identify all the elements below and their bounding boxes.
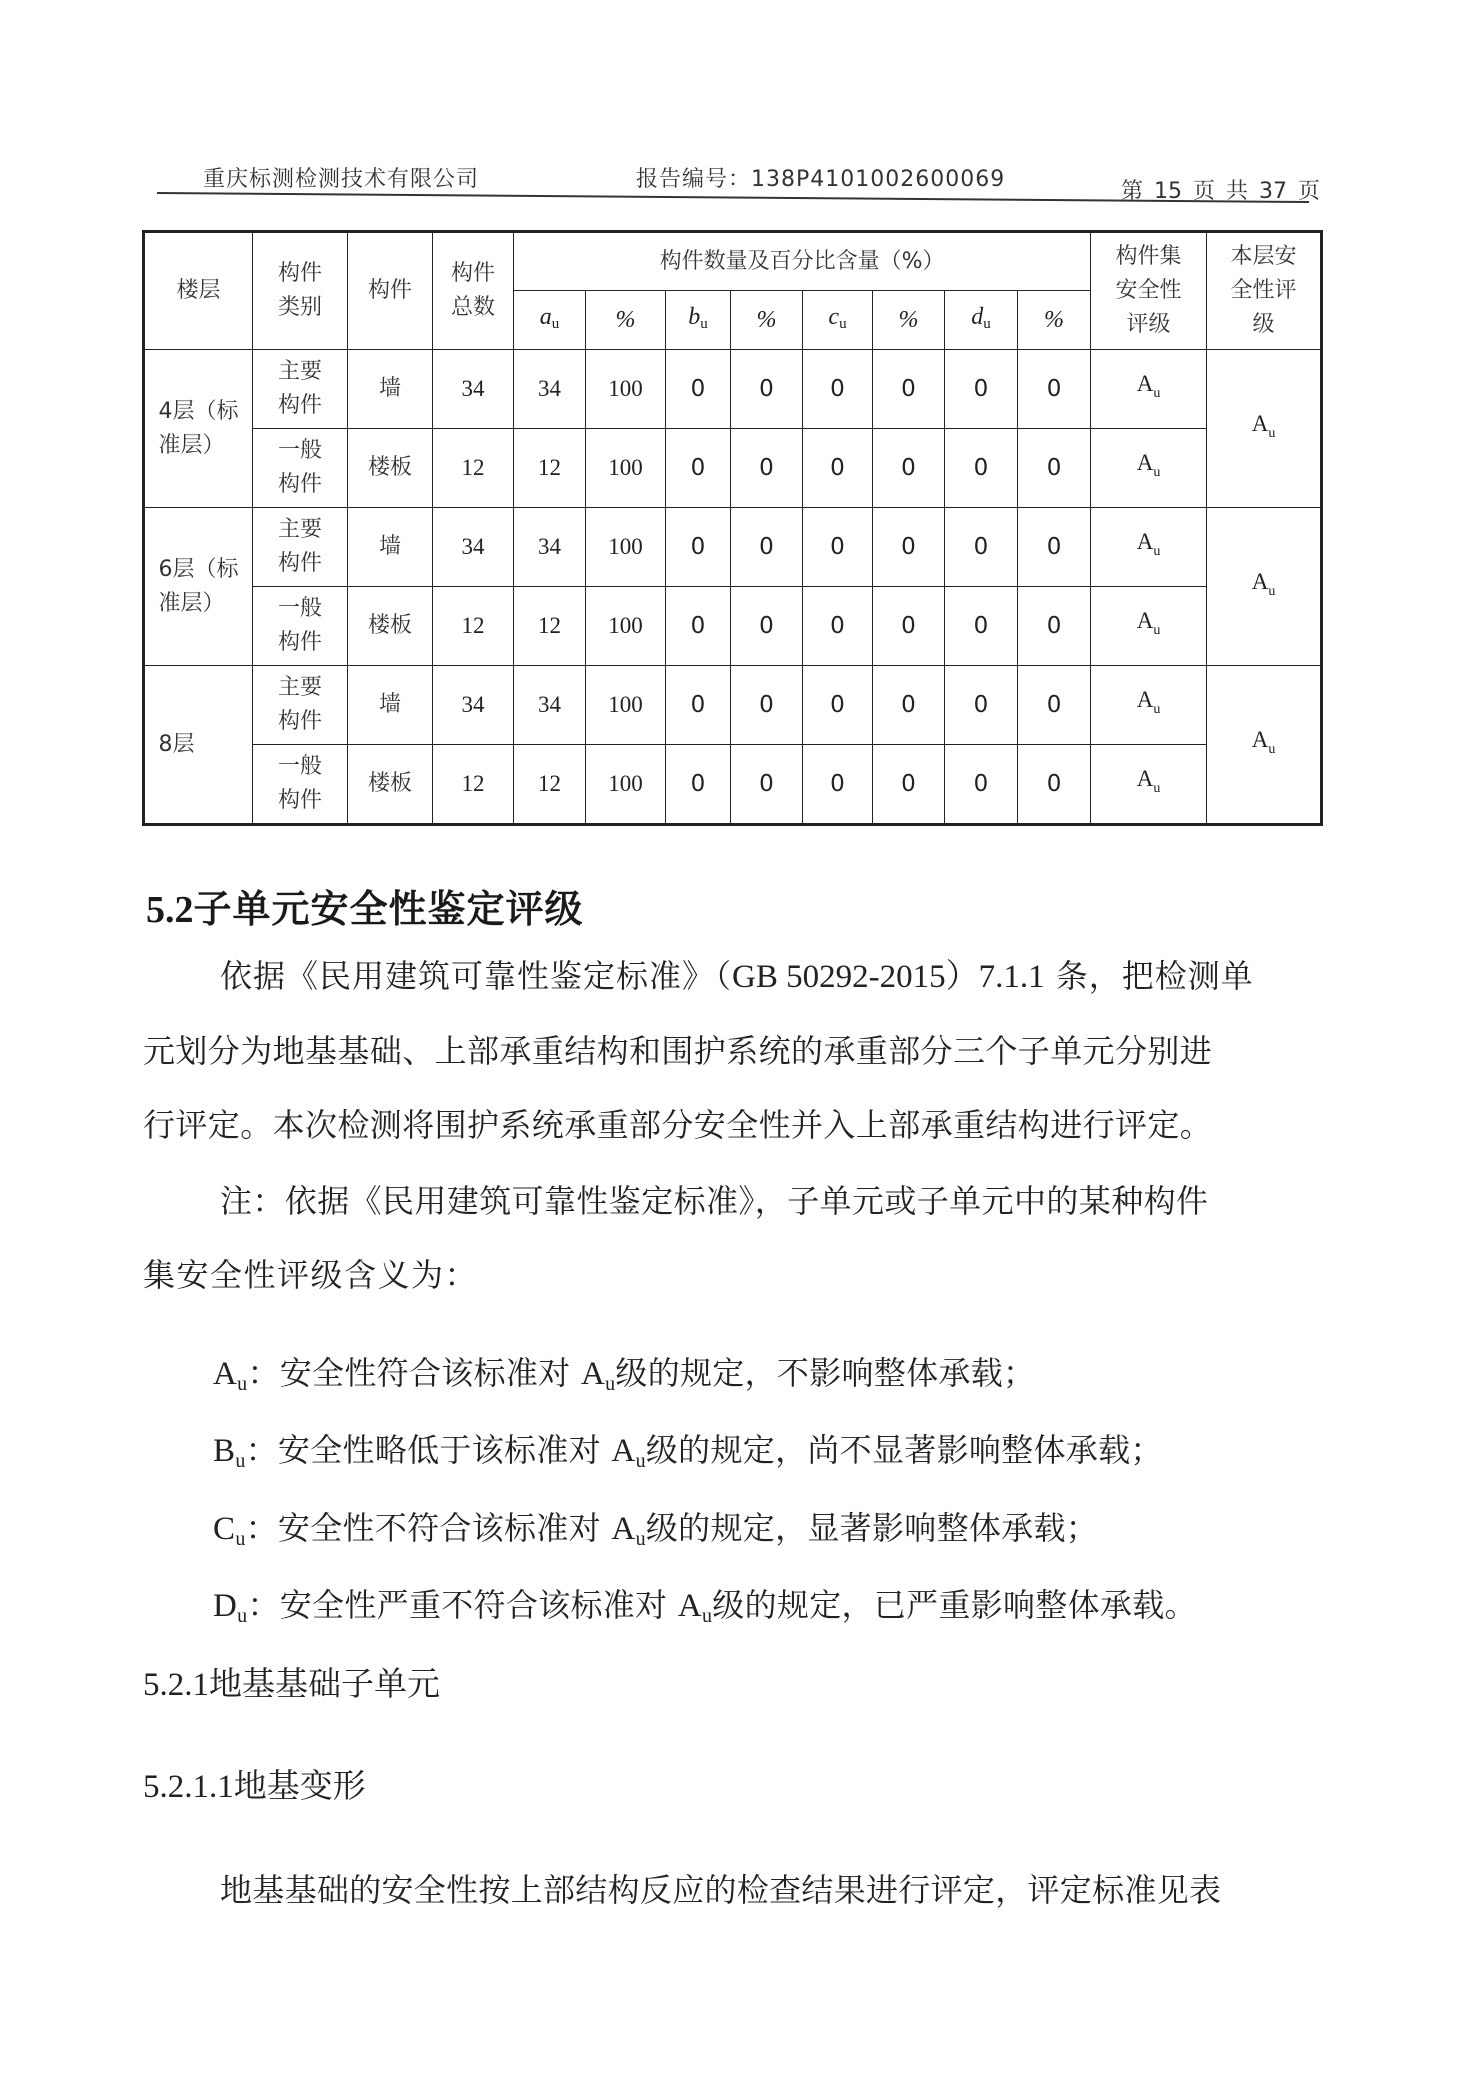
- bu-cell: 0: [666, 587, 731, 666]
- subsubsection-heading: [143, 1768, 1306, 1806]
- header-quantity-group: 构件数量及百分比含量（%）: [514, 232, 1091, 291]
- grade-letter: B: [213, 1433, 236, 1469]
- grade-ref: A: [611, 1511, 636, 1547]
- floor-rating-cell: [1207, 666, 1322, 825]
- grade-definition: [213, 1587, 1299, 1635]
- au-pct-cell: 100: [586, 666, 666, 745]
- floor-cell: [144, 350, 253, 508]
- rating-subscript: u: [1153, 702, 1161, 717]
- bu-pct-cell: 0: [731, 429, 803, 508]
- grade-text: 级的规定，已严重影响整体承载。: [712, 1586, 1197, 1624]
- grade-definition: [213, 1432, 1299, 1480]
- total-cell: 34: [433, 508, 514, 587]
- table-row: [144, 666, 1322, 745]
- subscript: u: [700, 315, 708, 332]
- component-cell: 楼板: [348, 745, 433, 825]
- page-label-prefix: 第: [1121, 179, 1144, 204]
- grade-ref: A: [580, 1356, 606, 1392]
- grade-ref: A: [677, 1588, 702, 1624]
- rating-subscript: u: [1153, 465, 1161, 480]
- grade-text: ：安全性严重不符合该标准对: [247, 1586, 668, 1624]
- category-text: 一般构件: [277, 438, 322, 497]
- subheader-au-pct: [586, 291, 666, 350]
- cu-cell: 0: [803, 587, 873, 666]
- rating-letter: A: [1136, 450, 1154, 475]
- du-pct-cell: 0: [1018, 587, 1091, 666]
- set-rating-cell: [1091, 745, 1207, 825]
- floor-cell: [144, 666, 253, 825]
- grade-ref: A: [611, 1433, 636, 1469]
- set-rating-cell: [1091, 429, 1207, 508]
- au-pct-cell: 100: [586, 350, 666, 429]
- header-component: 构件: [348, 232, 433, 350]
- grade-text: ：安全性符合该标准对: [247, 1354, 571, 1392]
- cu-pct-cell: 0: [873, 666, 945, 745]
- grade-definition: [213, 1355, 1299, 1403]
- cu-cell: 0: [803, 350, 873, 429]
- header-category: [253, 232, 348, 350]
- bu-cell: 0: [666, 666, 731, 745]
- header-category-text: 构件类别: [277, 261, 322, 320]
- report-number: 报告编号：138P4101002600069: [636, 167, 1006, 192]
- set-rating-cell: [1091, 508, 1207, 587]
- header-floor-rating: [1207, 232, 1322, 350]
- au-pct-cell: 100: [586, 508, 666, 587]
- page-current: 15: [1154, 179, 1183, 204]
- table-body: [144, 350, 1322, 825]
- grade-letter: D: [213, 1588, 238, 1624]
- section-heading-number: 5.2: [146, 889, 194, 931]
- total-cell: 12: [433, 745, 514, 825]
- cu-pct-cell: 0: [873, 429, 945, 508]
- paragraph-text: 依据《民用建筑可靠性鉴定标准》（: [220, 957, 733, 995]
- subheader-bu-pct: [731, 291, 803, 350]
- symbol: %: [615, 307, 636, 333]
- floor-rating-cell: [1207, 350, 1322, 508]
- cu-pct-cell: 0: [873, 587, 945, 666]
- paragraph-line: 行评定。本次检测将围护系统承重部分安全性并入上部承重结构进行评定。: [143, 1106, 1213, 1144]
- bu-pct-cell: 0: [731, 587, 803, 666]
- rating-letter: A: [1251, 410, 1269, 436]
- au-count-cell: 12: [514, 745, 586, 825]
- subheader-du-pct: [1018, 291, 1091, 350]
- du-pct-cell: 0: [1018, 666, 1091, 745]
- component-cell: 墙: [348, 666, 433, 745]
- paragraph-line: [220, 958, 1306, 996]
- au-count-cell: 34: [514, 666, 586, 745]
- rating-subscript: u: [1153, 623, 1161, 638]
- subscript: u: [983, 315, 991, 332]
- table-row: [144, 429, 1322, 508]
- category-text: 一般构件: [277, 596, 322, 655]
- component-rating-table: [142, 230, 1323, 826]
- subheader-du: [945, 291, 1018, 350]
- category-cell: [253, 429, 348, 508]
- subsection-title: 5.2.1地基基础子单元: [143, 1667, 440, 1703]
- rating-subscript: u: [1268, 583, 1276, 599]
- symbol: d: [971, 303, 984, 330]
- subheader-au: [514, 291, 586, 350]
- grade-ref-subscript: u: [701, 1605, 713, 1627]
- set-rating-cell: [1091, 350, 1207, 429]
- category-text: 主要构件: [277, 359, 322, 418]
- grade-text: 级的规定，尚不显著影响整体承载；: [645, 1431, 1163, 1469]
- au-count-cell: 34: [514, 508, 586, 587]
- header-set-rating-text: 构件集安全性评级: [1115, 244, 1182, 337]
- table-row: [144, 587, 1322, 666]
- floor-rating-cell: [1207, 508, 1322, 666]
- header-total: [433, 232, 514, 350]
- page-total: 37: [1259, 179, 1288, 204]
- subsubsection-title: 5.2.1.1地基变形: [143, 1769, 366, 1805]
- symbol: c: [828, 303, 840, 330]
- bu-pct-cell: 0: [731, 508, 803, 587]
- au-count-cell: 12: [514, 429, 586, 508]
- floor-cell: [144, 508, 253, 666]
- subscript: u: [839, 315, 847, 332]
- note-line: 集安全性评级含义为：: [143, 1256, 479, 1294]
- symbol: b: [688, 303, 701, 330]
- bu-pct-cell: 0: [731, 745, 803, 825]
- component-cell: 楼板: [348, 429, 433, 508]
- table-row: [144, 508, 1322, 587]
- header-floor-rating-text: 本层安全性评级: [1230, 244, 1297, 337]
- note-line: 注：依据《民用建筑可靠性鉴定标准》，子单元或子单元中的某种构件: [220, 1182, 1209, 1220]
- symbol: %: [756, 307, 777, 333]
- grade-text: ：安全性不符合该标准对: [245, 1509, 601, 1547]
- grade-letter: C: [213, 1511, 236, 1547]
- header-floor: 楼层: [144, 232, 253, 350]
- symbol: a: [539, 303, 552, 330]
- du-pct-cell: 0: [1018, 745, 1091, 825]
- cu-cell: 0: [803, 745, 873, 825]
- au-count-cell: 34: [514, 350, 586, 429]
- cu-cell: 0: [803, 666, 873, 745]
- rating-letter: A: [1136, 529, 1154, 554]
- rating-letter: A: [1136, 371, 1154, 396]
- category-cell: [253, 666, 348, 745]
- total-cell: 34: [433, 666, 514, 745]
- category-cell: [253, 350, 348, 429]
- grade-subscript: u: [235, 1528, 246, 1550]
- cu-pct-cell: 0: [873, 508, 945, 587]
- category-text: 主要构件: [277, 517, 322, 576]
- au-pct-cell: 100: [586, 429, 666, 508]
- company-name: 重庆标测检测技术有限公司: [203, 167, 480, 192]
- set-rating-cell: [1091, 666, 1207, 745]
- grade-definition: [213, 1510, 1299, 1558]
- grade-subscript: u: [237, 1605, 248, 1627]
- section-heading: [146, 878, 584, 933]
- bu-pct-cell: 0: [731, 350, 803, 429]
- category-cell: [253, 587, 348, 666]
- subheader-bu: [666, 291, 731, 350]
- rating-subscript: u: [1268, 741, 1276, 757]
- du-cell: 0: [945, 587, 1018, 666]
- au-count-cell: 12: [514, 587, 586, 666]
- category-cell: [253, 745, 348, 825]
- grade-text: ：安全性略低于该标准对: [245, 1431, 601, 1469]
- paragraph-line: 元划分为地基基础、上部承重结构和围护系统的承重部分三个子单元分别进: [143, 1032, 1213, 1070]
- rating-letter: A: [1136, 766, 1154, 791]
- grade-ref-subscript: u: [635, 1450, 646, 1472]
- floor-name: 4层（标准层）: [158, 398, 239, 458]
- rating-subscript: u: [1153, 781, 1161, 796]
- du-cell: 0: [945, 508, 1018, 587]
- grade-subscript: u: [237, 1373, 248, 1395]
- total-cell: 12: [433, 429, 514, 508]
- grade-text: 级的规定，不影响整体承载；: [615, 1354, 1036, 1392]
- rating-letter: A: [1136, 687, 1154, 712]
- component-cell: 楼板: [348, 587, 433, 666]
- page-label-suffix: 页: [1298, 179, 1321, 204]
- grade-ref-subscript: u: [605, 1373, 616, 1395]
- grade-text: 级的规定，显著影响整体承载；: [645, 1509, 1099, 1547]
- cu-pct-cell: 0: [873, 350, 945, 429]
- du-cell: 0: [945, 666, 1018, 745]
- header-total-text: 构件总数: [450, 261, 495, 320]
- page-label-mid: 页 共: [1193, 179, 1249, 204]
- table-row: [144, 350, 1322, 429]
- bu-cell: 0: [666, 429, 731, 508]
- table-header-row: [144, 232, 1322, 291]
- category-cell: [253, 508, 348, 587]
- rating-subscript: u: [1268, 425, 1276, 441]
- section-heading-text: 子单元安全性鉴定评级: [193, 887, 584, 931]
- rating-letter: A: [1251, 726, 1269, 752]
- du-pct-cell: 0: [1018, 350, 1091, 429]
- rating-subscript: u: [1153, 544, 1161, 559]
- symbol: %: [1044, 307, 1065, 333]
- cu-pct-cell: 0: [873, 745, 945, 825]
- grade-ref-subscript: u: [635, 1528, 646, 1550]
- cu-cell: 0: [803, 508, 873, 587]
- grade-letter: A: [213, 1356, 238, 1392]
- standard-code: GB 50292-2015）7.1.1: [732, 959, 1045, 995]
- subheader-cu: [803, 291, 873, 350]
- category-text: 主要构件: [277, 675, 322, 734]
- paragraph-text: 条，把检测单: [1055, 957, 1254, 995]
- rating-letter: A: [1136, 608, 1154, 633]
- subheader-cu-pct: [873, 291, 945, 350]
- au-pct-cell: 100: [586, 587, 666, 666]
- category-text: 一般构件: [277, 754, 322, 813]
- au-pct-cell: 100: [586, 745, 666, 825]
- cu-cell: 0: [803, 429, 873, 508]
- bu-pct-cell: 0: [731, 666, 803, 745]
- floor-name: 8层: [158, 731, 195, 757]
- header-set-rating: [1091, 232, 1207, 350]
- du-pct-cell: 0: [1018, 429, 1091, 508]
- bu-cell: 0: [666, 745, 731, 825]
- total-cell: 12: [433, 587, 514, 666]
- set-rating-cell: [1091, 587, 1207, 666]
- paragraph-line: 地基基础的安全性按上部结构反应的检查结果进行评定，评定标准见表: [220, 1871, 1222, 1909]
- grade-subscript: u: [235, 1450, 246, 1472]
- du-cell: 0: [945, 350, 1018, 429]
- bu-cell: 0: [666, 508, 731, 587]
- subsection-heading: [143, 1666, 1306, 1704]
- subscript: u: [551, 315, 560, 332]
- component-cell: 墙: [348, 350, 433, 429]
- symbol: %: [898, 307, 919, 333]
- rating-subscript: u: [1153, 386, 1161, 401]
- component-cell: 墙: [348, 508, 433, 587]
- rating-letter: A: [1251, 568, 1269, 594]
- floor-name: 6层（标准层）: [158, 556, 239, 616]
- total-cell: 34: [433, 350, 514, 429]
- du-cell: 0: [945, 745, 1018, 825]
- bu-cell: 0: [666, 350, 731, 429]
- du-cell: 0: [945, 429, 1018, 508]
- table-row: [144, 745, 1322, 825]
- du-pct-cell: 0: [1018, 508, 1091, 587]
